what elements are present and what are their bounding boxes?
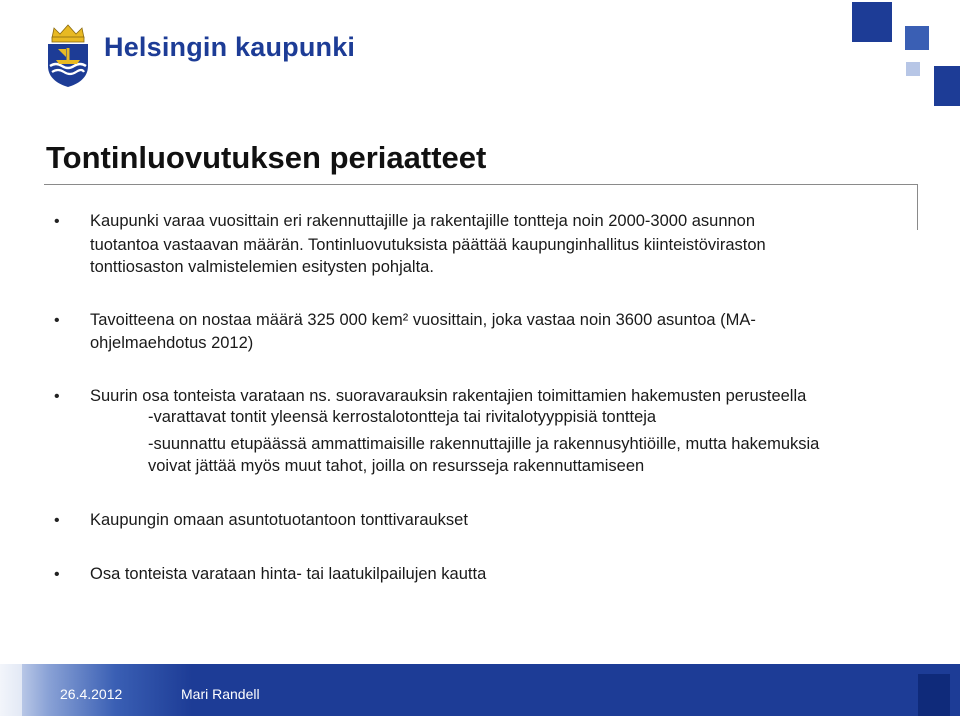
footer-date: 26.4.2012: [60, 686, 123, 702]
bullet-line: Suurin osa tonteista varataan ns. suoravarauksin rakentajien toimittamien hakemusten perusteella: [90, 387, 807, 405]
bullet-line: Osa tonteista varataan hinta- tai laatukilpailujen kautta: [90, 565, 487, 583]
bullet-line: Kaupungin omaan asuntotuotantoon tonttivaraukset: [90, 511, 468, 529]
bullet-marker: •: [54, 512, 60, 529]
bullet-line: tonttiosaston valmistelemien esitysten pohjalta.: [90, 258, 434, 276]
sub-line: voivat jättää myös muut tahot, joilla on resursseja rakennuttamiseen: [148, 457, 645, 475]
bullet-marker: •: [54, 388, 60, 405]
brand-name: Helsingin kaupunki: [104, 32, 356, 62]
bullet-line: ohjelmaehdotus 2012): [90, 334, 254, 352]
deco-square: [905, 26, 929, 50]
bullet-marker: •: [54, 213, 60, 230]
deco-square: [852, 2, 892, 42]
deco-square: [906, 62, 920, 76]
bullet-marker: •: [54, 566, 60, 583]
helsinki-coat-of-arms-icon: [44, 22, 92, 88]
sub-line: -suunnattu etupäässä ammattimaisille rakennuttajille ja rakennusyhtiöille, mutta hakemuksia: [148, 435, 820, 453]
bullet-line: tuotantoa vastaavan määrän. Tontinluovutuksista päättää kaupunginhallitus kiinteistöviraston: [90, 236, 766, 254]
bullet-line: Kaupunki varaa vuosittain eri rakennuttajille ja rakentajille tontteja noin 2000-3000 asunnon: [90, 212, 756, 230]
bullet-line: Tavoitteena on nostaa määrä 325 000 kem² vuosittain, joka vastaa noin 3600 asuntoa (MA-: [90, 311, 756, 329]
footer-author: Mari Randell: [181, 686, 260, 702]
sub-line: -varattavat tontit yleensä kerrostalotontteja tai rivitalotyyppisiä tontteja: [148, 408, 657, 426]
deco-square: [934, 66, 960, 106]
title-divider: [44, 184, 918, 185]
title-divider-vertical: [917, 184, 918, 230]
footer-bar: [0, 664, 960, 716]
slide-title: Tontinluovutuksen periaatteet: [46, 140, 487, 175]
bullet-marker: •: [54, 312, 60, 329]
